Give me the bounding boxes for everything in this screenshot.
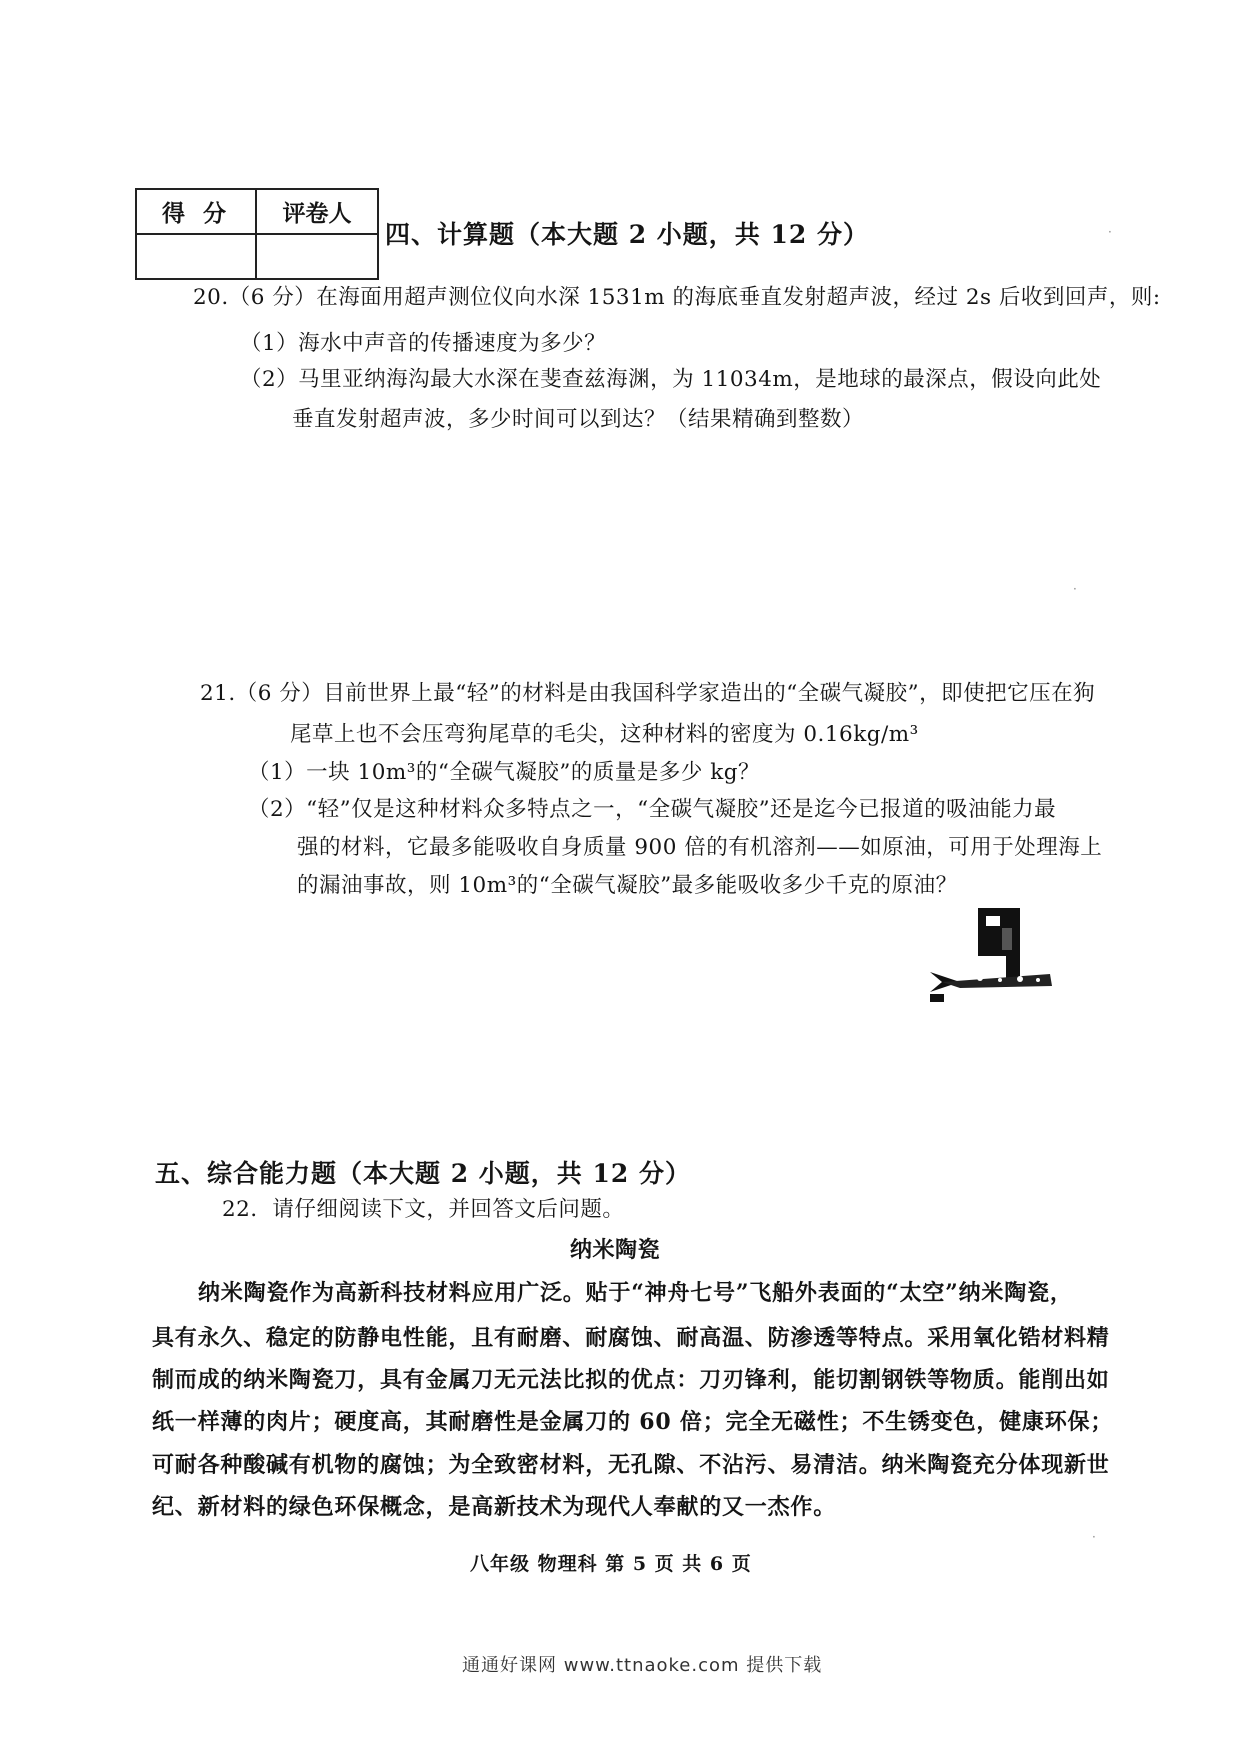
score-label: 得分 xyxy=(136,189,256,234)
q20-part2-line1: （2）马里亚纳海沟最大水深在斐查兹海渊，为 11034m，是地球的最深点，假设向此处 xyxy=(240,367,1102,392)
ink-stamp-mark xyxy=(920,900,1060,1010)
article-line: 纳米陶瓷作为高新科技材料应用广泛。贴于“神舟七号”飞船外表面的“太空”纳米陶瓷， xyxy=(198,1280,1073,1306)
q20-part1: （1）海水中声音的传播速度为多少？ xyxy=(240,331,607,356)
q20-part2-line2: 垂直发射超声波，多少时间可以到达？（结果精确到整数） xyxy=(292,407,865,432)
q21-stem-line1: 21.（6 分）目前世界上最“轻”的材料是由我国科学家造出的“全碳气凝胶”，即使把它压在狗 xyxy=(200,681,1096,706)
article-line: 可耐各种酸碱有机物的腐蚀；为全致密材料，无孔隙、不沾污、易清洁。纳米陶瓷充分体现新世 xyxy=(152,1452,1110,1478)
grader-label: 评卷人 xyxy=(256,189,378,234)
section-4-title: 四、计算题（本大题 2 小题，共 12 分） xyxy=(385,220,870,249)
q21-part2-line1: （2）“轻”仅是这种材料众多特点之一，“全碳气凝胶”还是迄今已报道的吸油能力最 xyxy=(248,797,1057,822)
article-line: 纪、新材料的绿色环保概念，是高新技术为现代人奉献的又一杰作。 xyxy=(152,1494,837,1520)
score-cell xyxy=(136,234,256,279)
article-line: 具有永久、稳定的防静电性能，且有耐磨、耐腐蚀、耐高温、防渗透等特点。采用氧化锆材料精 xyxy=(152,1325,1110,1351)
page-footer: 八年级 物理科 第 5 页 共 6 页 xyxy=(470,1553,752,1575)
q21-part2-line2: 强的材料，它最多能吸收自身质量 900 倍的有机溶剂——如原油，可用于处理海上 xyxy=(297,835,1103,860)
q21-stem-line2: 尾草上也不会压弯狗尾草的毛尖，这种材料的密度为 0.16kg/m³ xyxy=(290,722,919,747)
section-5-title: 五、综合能力题（本大题 2 小题，共 12 分） xyxy=(155,1159,692,1188)
q22-stem: 22．请仔细阅读下文，并回答文后问题。 xyxy=(222,1197,625,1222)
q21-part1: （1）一块 10m³的“全碳气凝胶”的质量是多少 kg？ xyxy=(248,760,760,785)
scan-speck: · xyxy=(1108,225,1112,239)
q21-part2-line3: 的漏油事故，则 10m³的“全碳气凝胶”最多能吸收多少千克的原油？ xyxy=(297,873,958,898)
scan-speck: · xyxy=(1073,582,1077,596)
article-line: 制而成的纳米陶瓷刀，具有金属刀无元法比拟的优点：刀刃锋利，能切割钢铁等物质。能削出如 xyxy=(152,1367,1110,1393)
article-line: 纸一样薄的肉片；硬度高，其耐磨性是金属刀的 60 倍；完全无磁性；不生锈变色，健康环保； xyxy=(152,1409,1114,1435)
scan-speck: · xyxy=(1092,1530,1096,1544)
q20-stem: 20.（6 分）在海面用超声测位仪向水深 1531m 的海底垂直发射超声波，经过 2s 后收到回声，则: xyxy=(193,285,1161,310)
site-watermark: 通通好课网 www.ttnaoke.com 提供下载 xyxy=(462,1655,823,1676)
score-table xyxy=(135,188,379,280)
article-title: 纳米陶瓷 xyxy=(570,1237,661,1263)
grader-cell xyxy=(256,234,378,279)
